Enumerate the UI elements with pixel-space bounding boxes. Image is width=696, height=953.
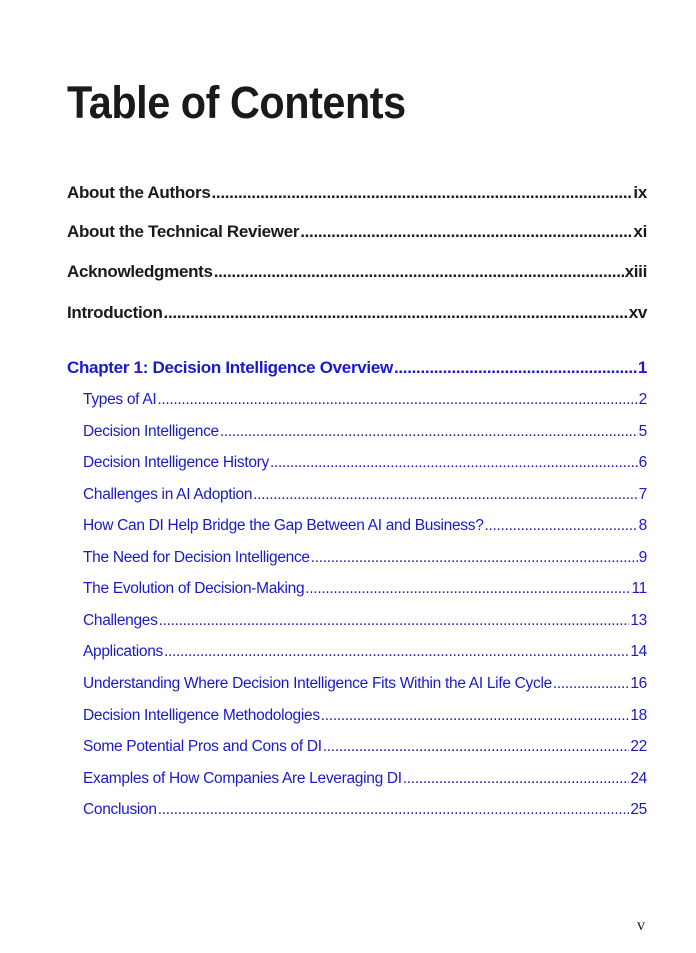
toc-section-page-number: 7	[638, 486, 647, 503]
toc-section-label: Challenges in AI Adoption	[83, 486, 253, 503]
dot-leader	[300, 222, 632, 242]
toc-section-page-number: 6	[638, 454, 647, 471]
dot-leader	[323, 738, 630, 756]
dot-leader	[270, 454, 638, 472]
toc-section-label: The Need for Decision Intelligence	[83, 549, 310, 566]
toc-section-page-number: 18	[630, 707, 647, 724]
toc-section-page-number: 5	[638, 423, 647, 440]
toc-section-link[interactable]	[83, 738, 647, 756]
dot-leader	[394, 358, 637, 378]
dot-leader	[164, 303, 628, 323]
toc-section-page-number: 22	[630, 738, 647, 755]
dot-leader	[403, 770, 630, 788]
toc-entry-label: Introduction	[67, 303, 163, 322]
dot-leader	[214, 262, 624, 282]
toc-section-link[interactable]	[83, 580, 647, 598]
toc-section-label: Challenges	[83, 612, 158, 629]
toc-chapter-label: Chapter 1: Decision Intelligence Overview	[67, 358, 393, 377]
dot-leader	[211, 183, 632, 203]
toc-section-label: Conclusion	[83, 801, 157, 818]
toc-section-label: Decision Intelligence Methodologies	[83, 707, 320, 724]
dot-leader	[253, 486, 638, 504]
toc-section-label: The Evolution of Decision-Making	[83, 580, 305, 597]
toc-entry-page-number: xi	[633, 222, 647, 241]
page-title: Table of Contents	[67, 77, 406, 128]
toc-section-label: Decision Intelligence History	[83, 454, 269, 471]
dot-leader	[553, 675, 629, 693]
toc-section-label: How Can DI Help Bridge the Gap Between AI and Business?	[83, 517, 484, 534]
toc-chapter-1-link[interactable]	[67, 358, 647, 378]
toc-section-page-number: 24	[630, 770, 647, 787]
toc-section-link[interactable]	[83, 643, 647, 661]
toc-entry-about-the-authors[interactable]	[67, 183, 647, 203]
toc-section-link[interactable]	[83, 391, 647, 409]
toc-entry-label: Acknowledgments	[67, 262, 213, 281]
toc-entry-page-number: ix	[633, 183, 647, 202]
toc-section-link[interactable]	[83, 801, 647, 819]
toc-section-link[interactable]	[83, 707, 647, 725]
toc-section-label: Decision Intelligence	[83, 423, 219, 440]
toc-section-label: Examples of How Companies Are Leveraging DI	[83, 770, 402, 787]
toc-entry-acknowledgments[interactable]	[67, 262, 647, 282]
toc-section-page-number: 25	[630, 801, 647, 818]
toc-section-label: Understanding Where Decision Intelligence Fits Within the AI Life Cycle	[83, 675, 552, 692]
toc-chapter-page-number: 1	[637, 358, 647, 377]
dot-leader	[164, 643, 629, 661]
toc-section-link[interactable]	[83, 549, 647, 567]
toc-section-page-number: 11	[631, 580, 647, 597]
toc-entry-introduction[interactable]	[67, 303, 647, 323]
toc-entry-page-number: xv	[628, 303, 647, 322]
page-folio: v	[637, 917, 645, 934]
toc-section-page-number: 9	[638, 549, 647, 566]
toc-section-link[interactable]	[83, 486, 647, 504]
dot-leader	[157, 391, 637, 409]
toc-section-label: Applications	[83, 643, 163, 660]
toc-section-page-number: 13	[630, 612, 647, 629]
toc-section-link[interactable]	[83, 517, 647, 535]
toc-section-label: Some Potential Pros and Cons of DI	[83, 738, 322, 755]
dot-leader	[158, 801, 630, 819]
toc-section-link[interactable]	[83, 612, 647, 630]
toc-section-link[interactable]	[83, 454, 647, 472]
dot-leader	[311, 549, 638, 567]
toc-section-page-number: 8	[638, 517, 647, 534]
toc-section-label: Types of AI	[83, 391, 157, 408]
toc-entry-label: About the Authors	[67, 183, 211, 202]
dot-leader	[220, 423, 638, 441]
toc-entry-label: About the Technical Reviewer	[67, 222, 300, 241]
dot-leader	[485, 517, 638, 535]
toc-section-page-number: 14	[630, 643, 647, 660]
toc-entry-page-number: xiii	[624, 262, 647, 281]
dot-leader	[159, 612, 630, 630]
toc-section-link[interactable]	[83, 423, 647, 441]
toc-section-link[interactable]	[83, 675, 647, 693]
dot-leader	[305, 580, 630, 598]
toc-section-link[interactable]	[83, 770, 647, 788]
toc-section-page-number: 16	[630, 675, 647, 692]
dot-leader	[321, 707, 630, 725]
toc-section-page-number: 2	[638, 391, 647, 408]
toc-entry-about-the-technical-reviewer[interactable]	[67, 222, 647, 242]
